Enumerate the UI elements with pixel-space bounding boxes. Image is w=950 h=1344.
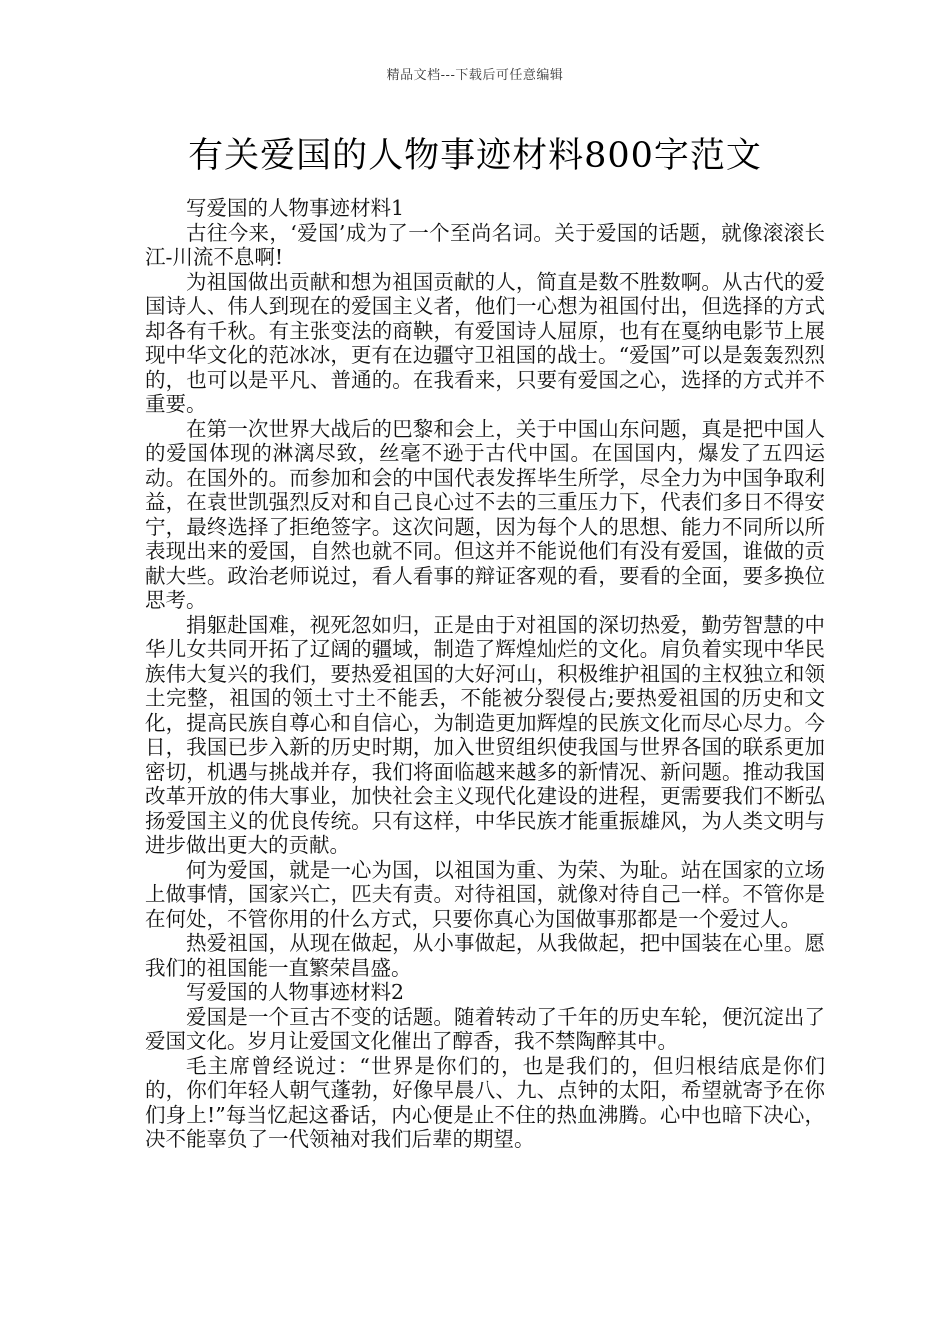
section-heading-1: 写爱国的人物事迹材料1: [186, 196, 405, 220]
paragraph: 古往今来，‘爱国’成为了一个至尚名词。关于爱国的话题，就像滚滚长江-川流不息啊!: [145, 220, 825, 269]
page-header: 精品文档---下载后可任意编辑: [386, 68, 564, 83]
document-body: [145, 196, 825, 1152]
document-title: 有关爱国的人物事迹材料800字范文: [188, 136, 762, 176]
paragraph: 热爱祖国，从现在做起，从小事做起，从我做起，把中国装在心里。愿我们的祖国能一直繁荣昌盛。: [145, 931, 825, 980]
paragraph: 捐躯赴国难，视死忽如归，正是由于对祖国的深切热爱，勤劳智慧的中华儿女共同开拓了辽阔的疆域，制造了辉煌灿烂的文化。肩负着实现中华民族伟大复兴的我们，要热爱祖国的大好河山，积极维护祖国的主权独立和领土完整，祖国的领土寸土不能丢，不能被分裂侵占;要热爱祖国的历史和文化，提高民族自尊心和自信心，为制造更加辉煌的民族文化而尽心尽力。今日，我国已步入新的历史时期，加入世贸组织使我国与世界各国的联系更加密切，机遇与挑战并存，我们将面临越来越多的新情况、新问题。推动我国改革开放的伟大事业，加快社会主义现代化建设的进程，更需要我们不断弘扬爱国主义的优良传统。只有这样，中华民族才能重振雄风，为人类文明与进步做出更大的贡献。: [145, 612, 825, 857]
paragraph: 爱国是一个亘古不变的话题。随着转动了千年的历史车轮，便沉淀出了爱国文化。岁月让爱国文化催出了醇香，我不禁陶醉其中。: [145, 1004, 825, 1053]
paragraph: 何为爱国，就是一心为国，以祖国为重、为荣、为耻。站在国家的立场上做事情，国家兴亡，匹夫有责。对待祖国，就像对待自己一样。不管你是在何处，不管你用的什么方式，只要你真心为国做事那都是一个爱过人。: [145, 857, 825, 931]
paragraph: 毛主席曾经说过：“世界是你们的，也是我们的，但归根结底是你们的，你们年轻人朝气蓬勃，好像早晨八、九、点钟的太阳，希望就寄予在你们身上!”每当忆起这番话，内心便是止不住的热血沸腾。心中也暗下决心，决不能辜负了一代领袖对我们后辈的期望。: [145, 1053, 825, 1151]
paragraph: 在第一次世界大战后的巴黎和会上，关于中国山东问题，真是把中国人的爱国体现的淋漓尽致，丝毫不逊于古代中国。在国国内，爆发了五四运动。在国外的。而参加和会的中国代表发挥毕生所学，尽全力为中国争取利益，在袁世凯强烈反对和自己良心过不去的三重压力下，代表们多日不得安宁，最终选择了拒绝签字。这次问题，因为每个人的思想、能力不同所以所表现出来的爱国，自然也就不同。但这并不能说他们有没有爱国，谁做的贡献大些。政治老师说过，看人看事的辩证客观的看，要看的全面，要多换位思考。: [145, 416, 825, 612]
section-heading-2: 写爱国的人物事迹材料2: [186, 980, 405, 1004]
paragraph: 为祖国做出贡献和想为祖国贡献的人，简直是数不胜数啊。从古代的爱国诗人、伟人到现在的爱国主义者，他们一心想为祖国付出，但选择的方式却各有千秋。有主张变法的商鞅，有爱国诗人屈原，也有在戛纳电影节上展现中华文化的范冰冰，更有在边疆守卫祖国的战士。“爱国”可以是轰轰烈烈的，也可以是平凡、普通的。在我看来，只要有爱国之心，选择的方式并不重要。: [145, 269, 825, 416]
